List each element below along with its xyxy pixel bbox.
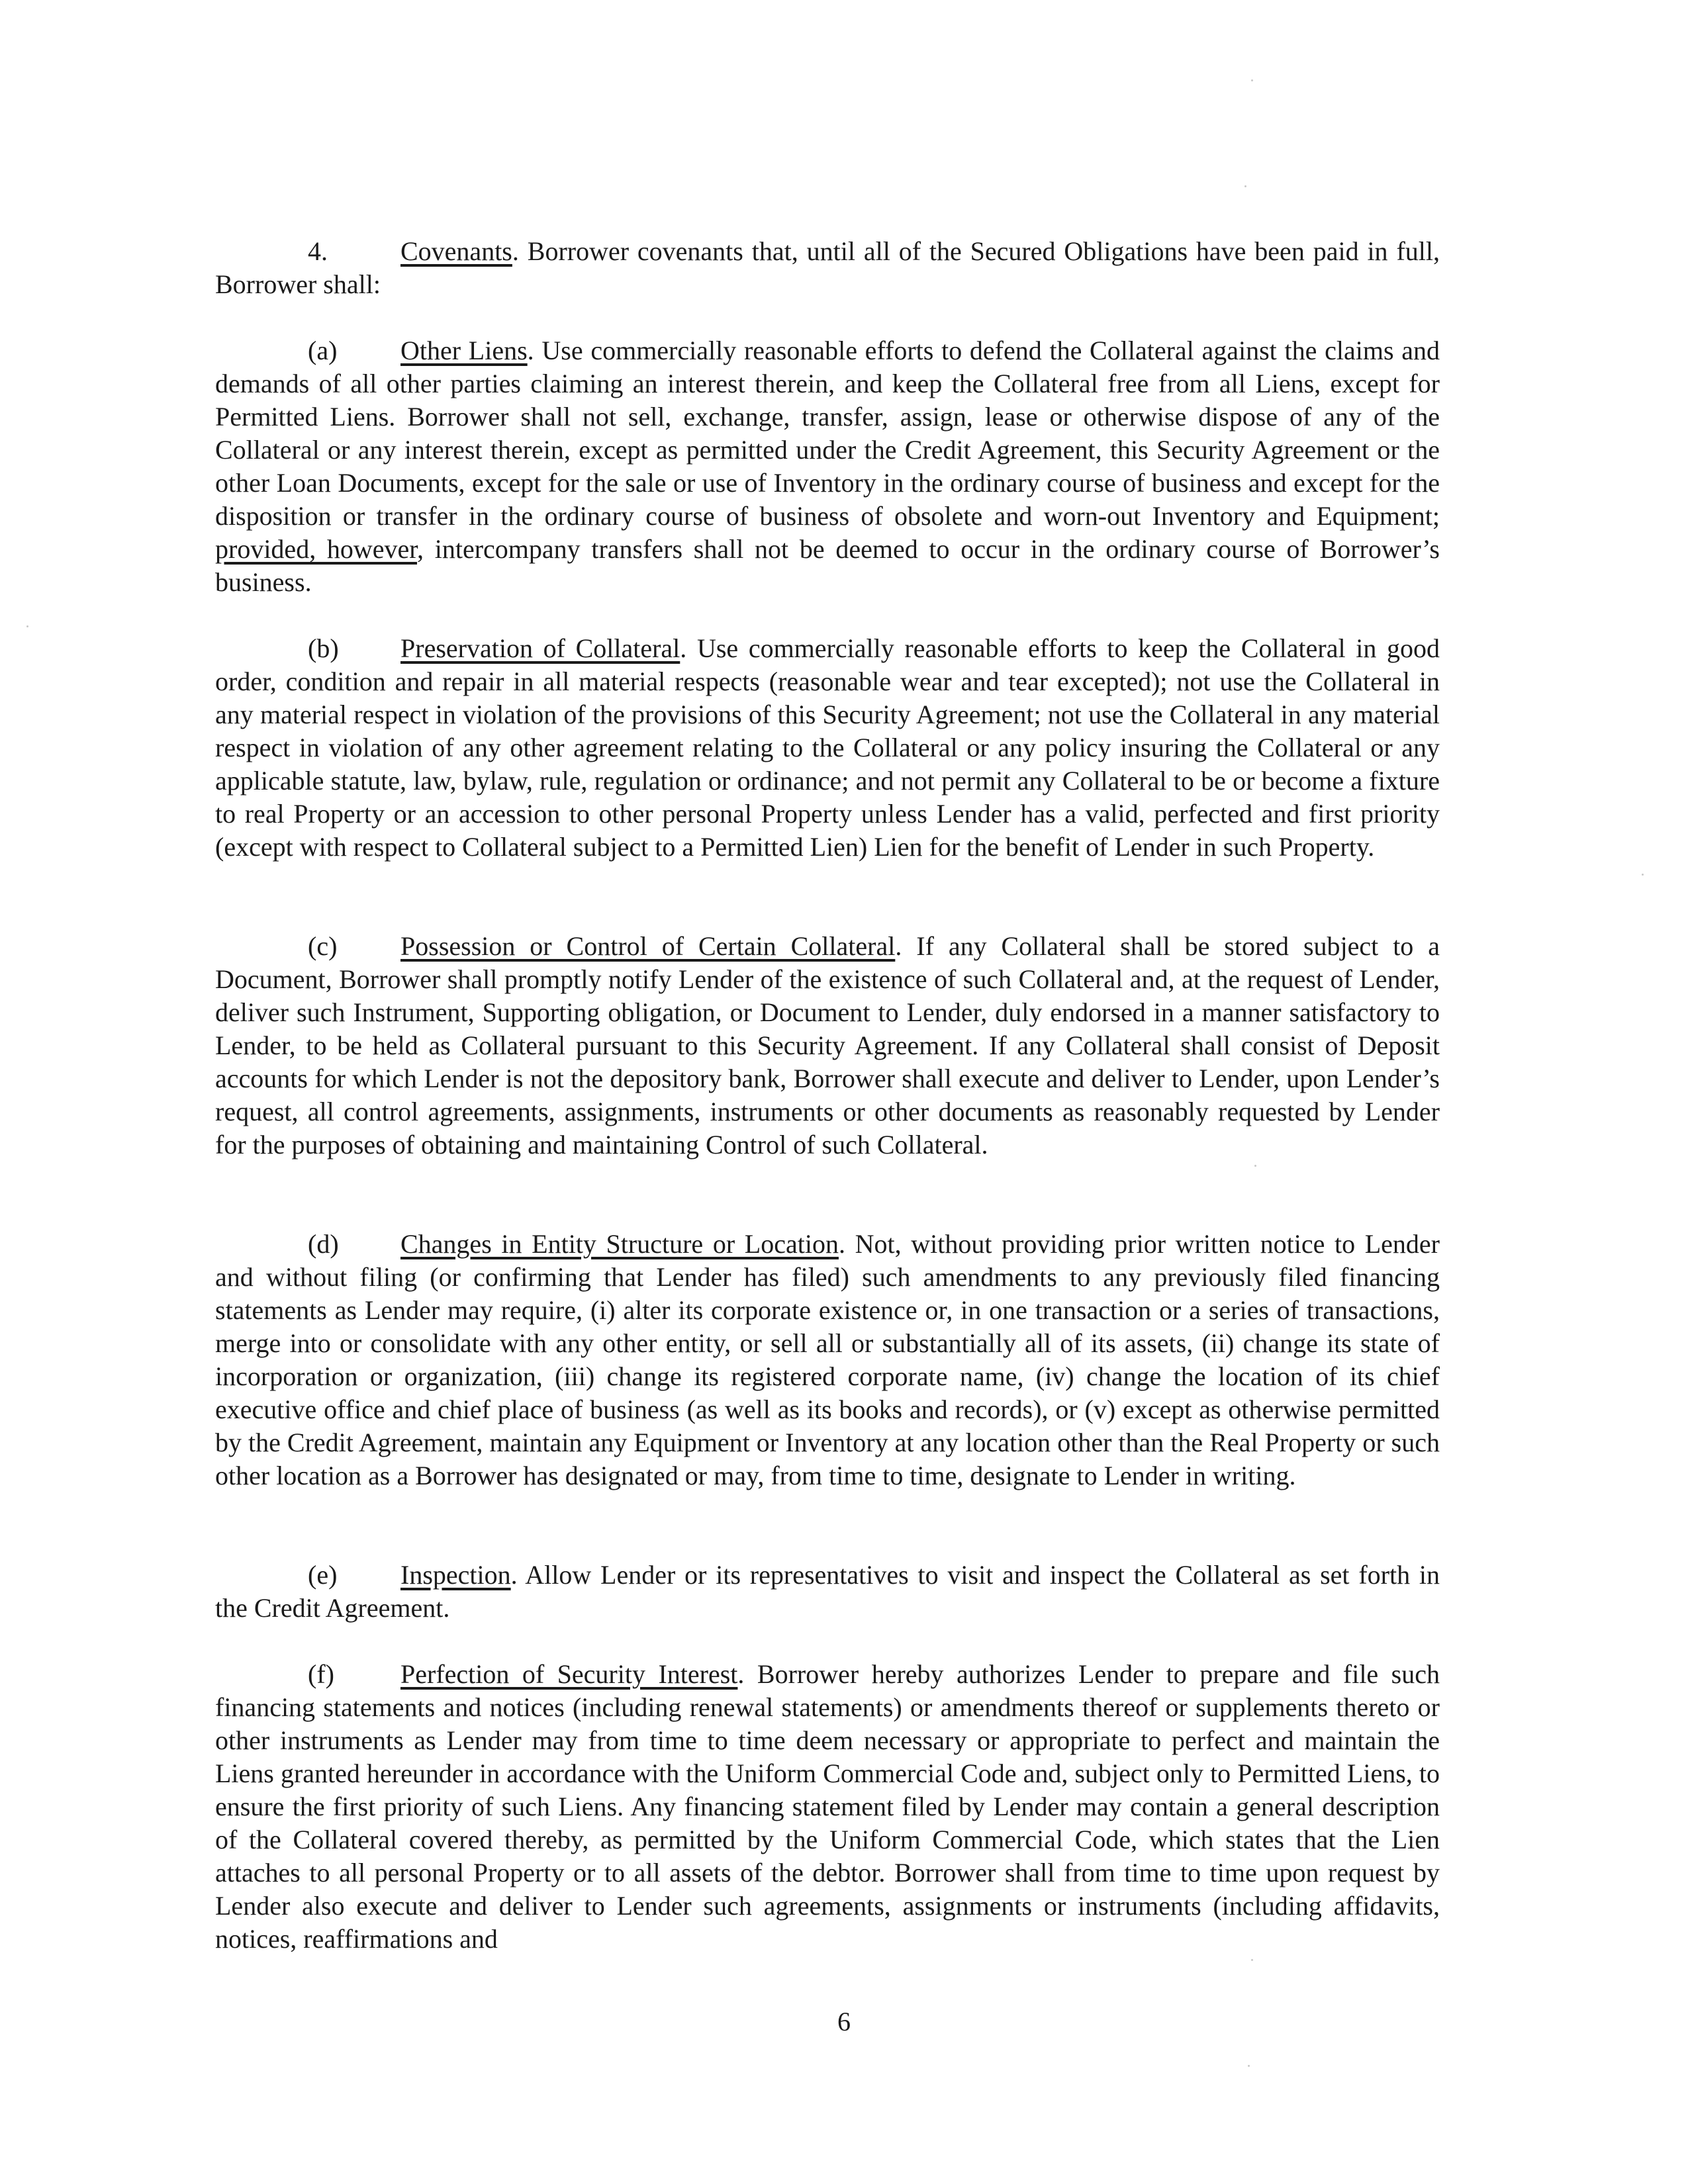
clause-heading: Inspection [400,1560,511,1590]
clause-e-paragraph [215,1559,1440,1625]
clause-c-paragraph [215,930,1440,1161]
clause-heading: Possession or Control of Certain Collateral [400,931,896,961]
clause-text: . Use commercially reasonable efforts to defend the Collateral against the claims and demands of all other parties claiming an interest therein, and keep the Collateral free from all Liens, except for Permitted Liens. Borrower shall not sell, exchange, transfer, assign, lease or otherwise dispose of any of the Collateral or any interest therein, except as permitted under the Credit Agreement, this Security Agreement or the other Loan Documents, except for the sale or use of Inventory in the ordinary course of business and except for the disposition or transfer in the ordinary course of business of obsolete and worn-out Inventory and Equipment; [215,336,1440,531]
clause-label: (a) [308,336,338,365]
scan-speck [1244,185,1246,187]
scan-speck [1251,1959,1253,1961]
clause-heading: Preservation of Collateral [400,633,680,663]
clause-label: (c) [308,931,338,961]
clause-label: (e) [308,1560,338,1590]
clause-label: (f) [308,1659,334,1689]
section-text: . Borrower covenants that, until all of the Secured Obligations have been paid in full, Borrower shall: [215,236,1440,299]
clause-text: . Not, without providing prior written notice to Lender and without filing (or confirming that Lender has filed) such amendments to any previously filed financing statements as Lender may require, (i) alter its corporate existence or, in one transaction or a series of transactions, merge into or consolidate with any other entity, or sell all or substantially all of its assets, (ii) change its state of incorporation or organization, (iii) change its registered corporate name, (iv) change the location of its chief executive office and chief place of business (as well as its books and records), or (v) except as otherwise permitted by the Credit Agreement, maintain any Equipment or Inventory at any location other than the Real Property or such other location as a Borrower has designated or may, from time to time, designate to Lender in writing. [215,1229,1440,1490]
clause-label: (b) [308,633,339,663]
clause-text: . If any Collateral shall be stored subject to a Document, Borrower shall promptly notify Lender of the existence of such Collateral and, at the request of Lender, deliver such Instrument, Supporting obligation, or Document to Lender, duly endorsed in a manner satisfactory to Lender, to be held as Collateral pursuant to this Security Agreement. If any Collateral shall consist of Deposit accounts for which Lender is not the depository bank, Borrower shall execute and deliver to Lender, upon Lender’s request, all control agreements, assignments, instruments or other documents as reasonably requested by Lender for the purposes of obtaining and maintaining Control of such Collateral. [215,931,1440,1160]
clause-f-paragraph [215,1658,1440,1956]
clause-heading: Other Liens [400,336,528,365]
scan-speck [26,625,28,627]
clause-b-paragraph [215,632,1440,864]
scan-speck [1642,874,1644,876]
clause-a-paragraph [215,334,1440,599]
clause-heading: Perfection of Security Interest [400,1659,738,1689]
clause-d-paragraph [215,1228,1440,1492]
section-heading: Covenants [400,236,512,266]
clause-label: (d) [308,1229,339,1259]
clause-text: . Use commercially reasonable efforts to keep the Collateral in good order, condition and repair in all material respects (reasonable wear and tear excepted); not use the Collateral in any material respect in violation of the provisions of this Security Agreement; not use the Collateral in any material respect in violation of any other agreement relating to the Collateral or any policy insuring the Collateral or any applicable statute, law, bylaw, rule, regulation or ordinance; and not permit any Collateral to be or become a fixture to real Property or an accession to other personal Property unless Lender has a valid, perfected and first priority (except with respect to Collateral subject to a Permitted Lien) Lien for the benefit of Lender in such Property. [215,633,1440,862]
section-number: 4. [308,236,328,266]
page-number: 6 [837,2007,851,2036]
scan-speck [1248,2065,1250,2067]
scan-speck [1251,79,1253,81]
scan-speck [1254,1165,1256,1167]
proviso-text: provided, however [215,534,418,564]
clause-heading: Changes in Entity Structure or Location [400,1229,839,1259]
clause-text: . Allow Lender or its representatives to visit and inspect the Collateral as set forth in the Credit Agreement. [215,1560,1440,1623]
section-4-paragraph [215,235,1440,301]
clause-text: . Borrower hereby authorizes Lender to prepare and file such financing statements and notices (including renewal statements) or amendments thereof or supplements thereto or other instruments as Lender may from time to time deem necessary or appropriate to perfect and maintain the Liens granted hereunder in accordance with the Uniform Commercial Code and, subject only to Permitted Liens, to ensure the first priority of such Liens. Any financing statement filed by Lender may contain a general description of the Collateral covered thereby, as permitted by the Uniform Commercial Code, which states that the Lien attaches to all personal Property or to all assets of the debtor. Borrower shall from time to time upon request by Lender also execute and deliver to Lender such agreements, assignments or instruments (including affidavits, notices, reaffirmations and [215,1659,1440,1954]
clause-text-continued: , intercompany transfers shall not be deemed to occur in the ordinary course of Borrower’s business. [215,534,1440,597]
